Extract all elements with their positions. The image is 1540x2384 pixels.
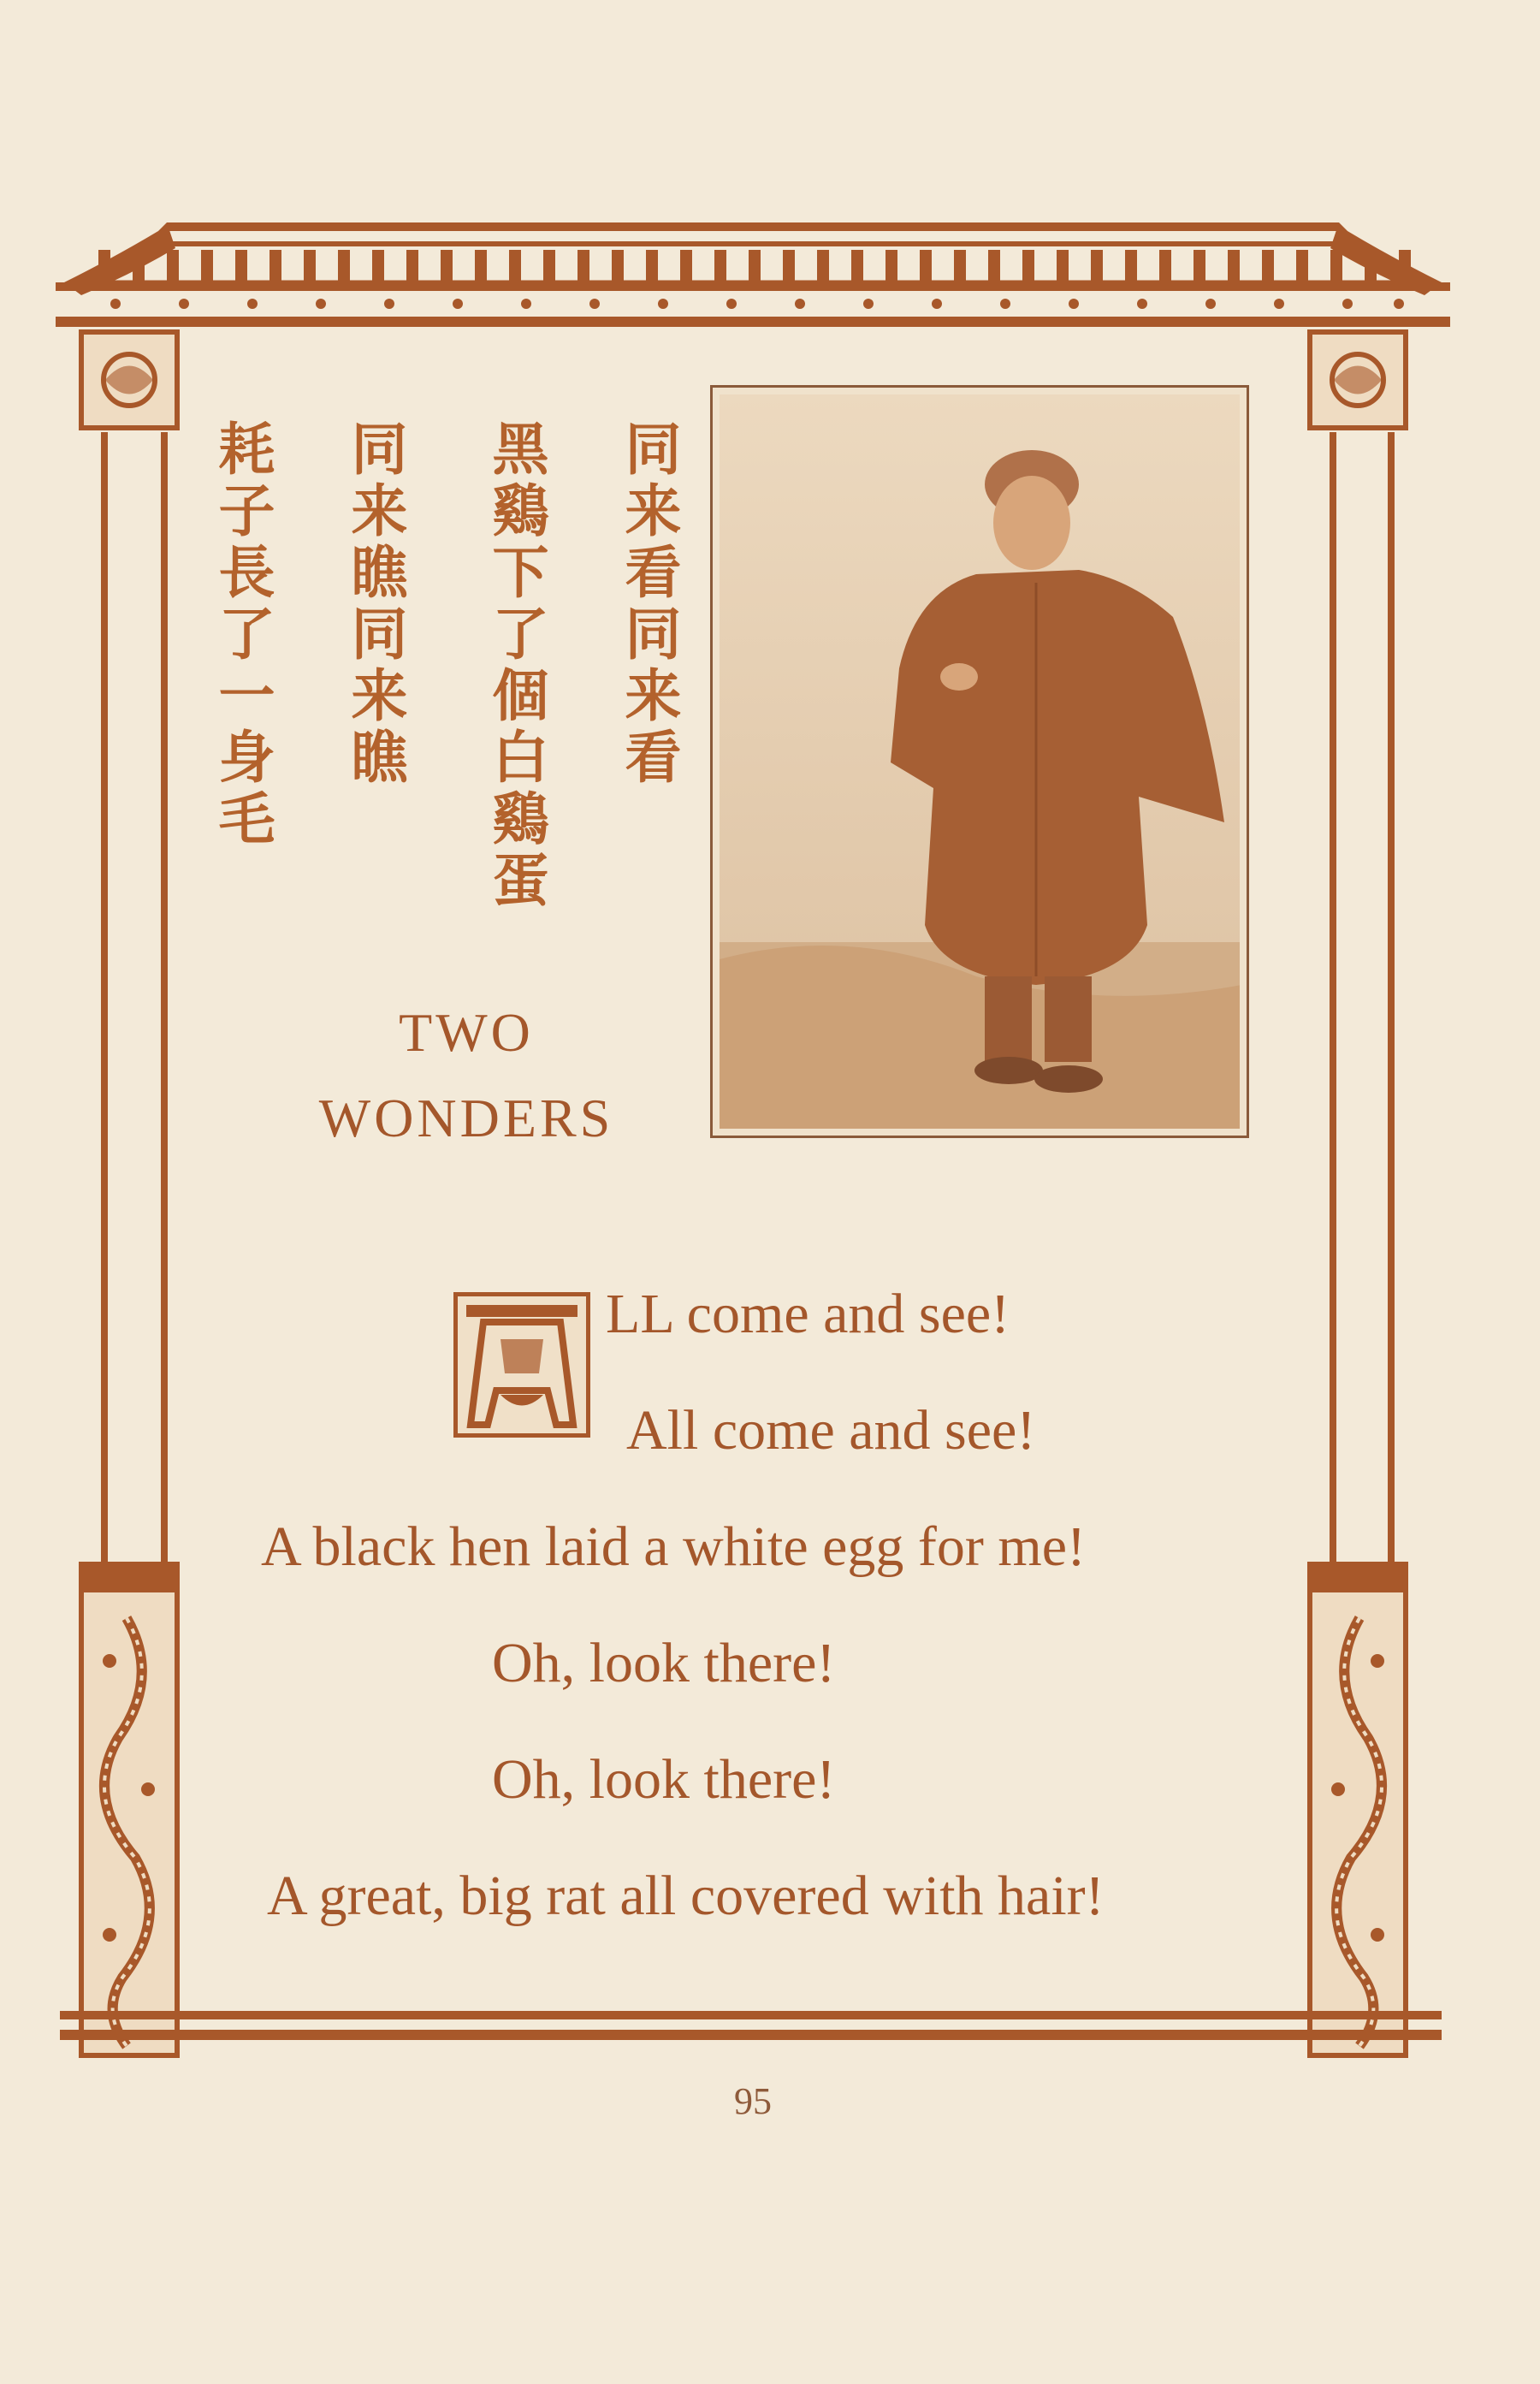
poem-line-2: All come and see! (626, 1399, 1036, 1462)
boy-figure-image (720, 394, 1240, 1129)
dragon-icon (1312, 1567, 1403, 2053)
right-post-line-inner (1330, 432, 1336, 1562)
right-post-line-outer (1388, 432, 1395, 1562)
photograph-boy (720, 394, 1240, 1129)
poem-line-5: Oh, look there! (492, 1748, 836, 1811)
chinese-column-1: 同来看同来看 (615, 419, 681, 789)
chinese-column-4: 耗子長了一身毛 (209, 419, 275, 851)
left-capital-ornament (79, 329, 180, 430)
poem-line-1: LL come and see! (606, 1283, 1010, 1345)
dragon-icon (84, 1567, 175, 2053)
dragon-emblem-icon (84, 335, 175, 425)
page-number: 95 (734, 2080, 772, 2122)
poem-line-3: A black hen laid a white egg for me! (261, 1515, 1086, 1578)
right-capital-ornament (1307, 329, 1408, 430)
page-title-line-2: WONDERS (318, 1088, 614, 1148)
left-post-line-inner (161, 432, 168, 1562)
base-beam-bottom (60, 2030, 1442, 2040)
chinese-column-3: 同来瞧同来瞧 (341, 419, 407, 789)
pagoda-roof-ornament (47, 197, 1459, 334)
left-dragon-panel (79, 1562, 180, 2058)
drop-cap-ornament (453, 1292, 590, 1438)
chinese-column-2: 黑鷄下了個白鷄蛋 (483, 419, 548, 912)
right-dragon-panel (1307, 1562, 1408, 2058)
photograph-frame (710, 385, 1249, 1138)
pagoda-letter-a-icon (458, 1296, 586, 1433)
dragon-emblem-icon (1312, 335, 1403, 425)
page-title-line-1: TWO (399, 1002, 534, 1063)
base-beam-top (60, 2011, 1442, 2019)
poem-line-4: Oh, look there! (492, 1632, 836, 1694)
poem-line-6: A great, big rat all covered with hair! (267, 1865, 1105, 1927)
left-post-line-outer (101, 432, 108, 1562)
